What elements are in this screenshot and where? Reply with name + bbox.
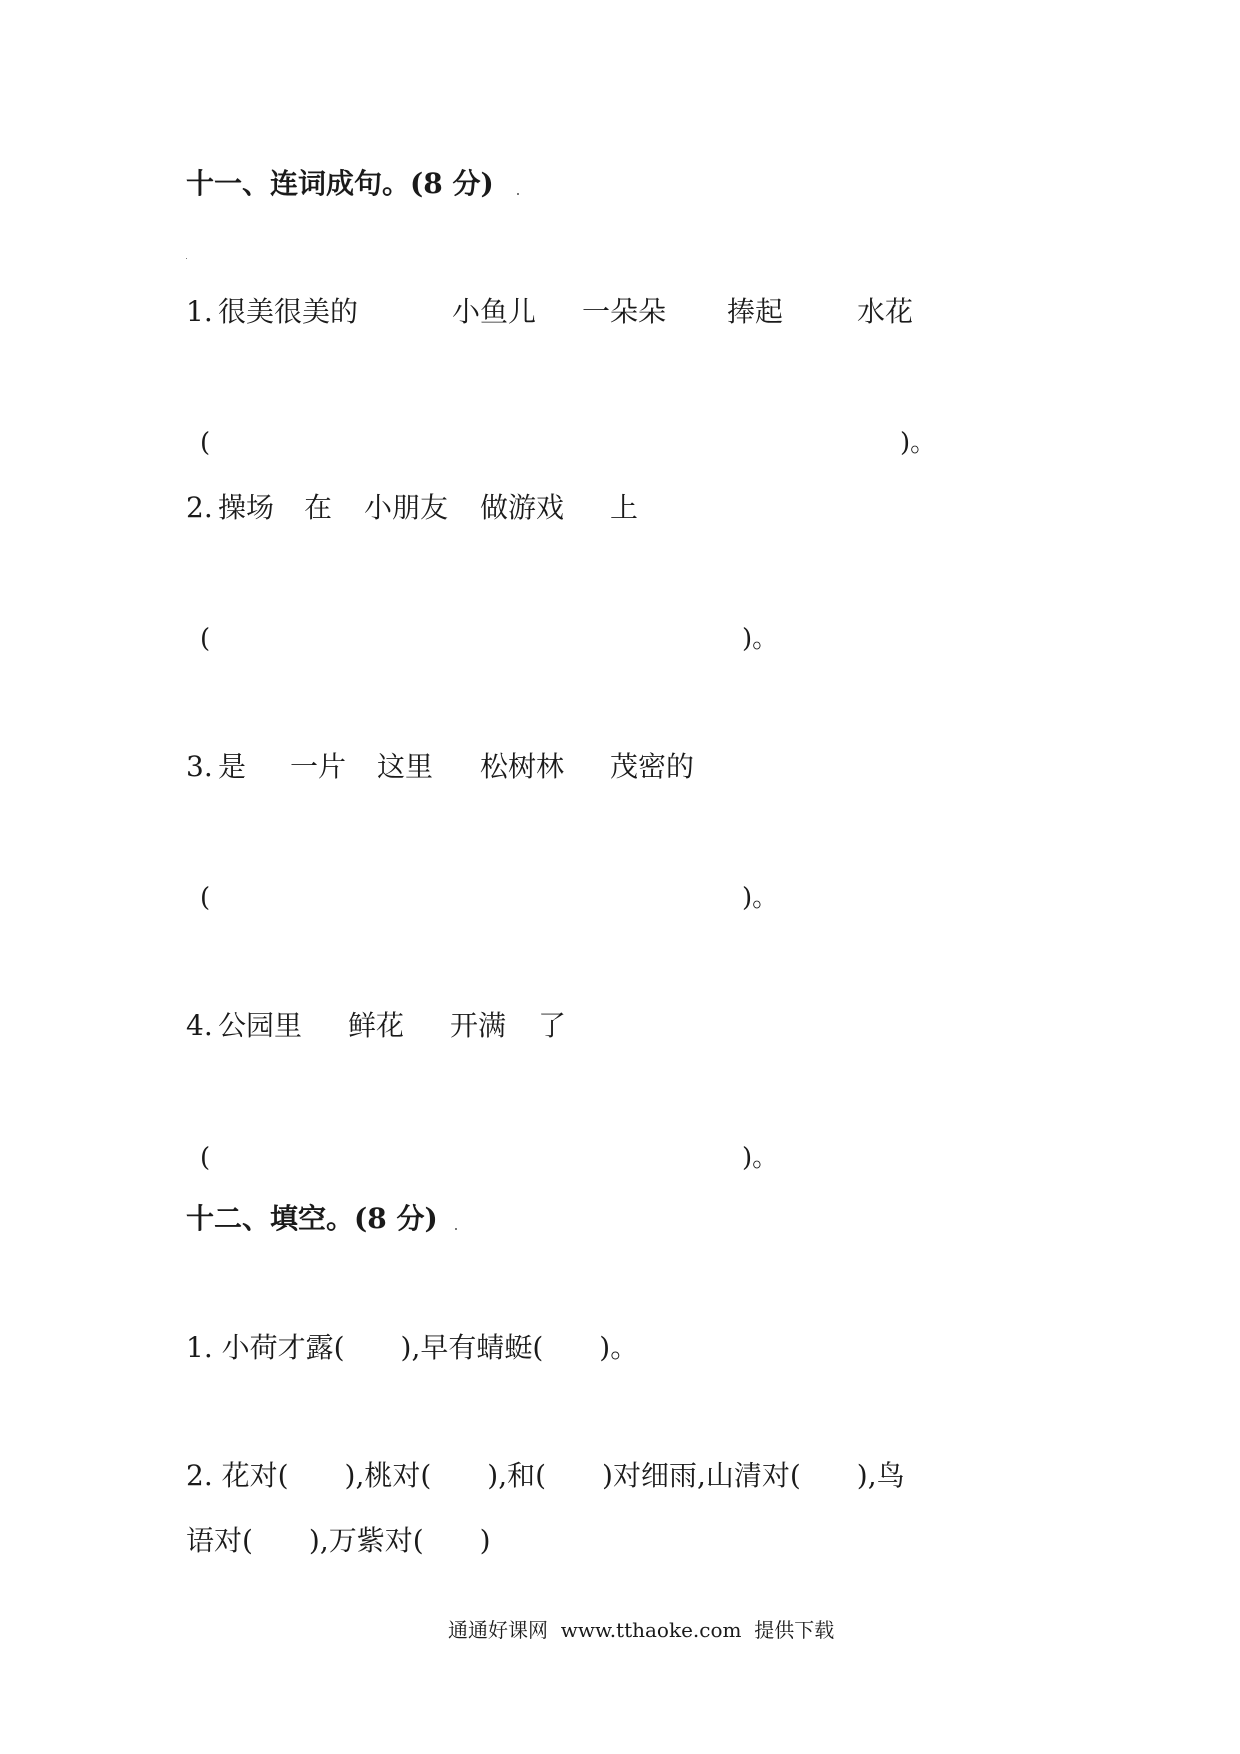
- fill-blank-question-2-line-2: 语对( ),万紫对( ): [186, 1524, 491, 1557]
- answer-close-paren: )。: [742, 883, 779, 913]
- item-number: 2.: [186, 491, 213, 524]
- word-chip: 操场: [218, 491, 275, 524]
- answer-open-paren: (: [200, 883, 211, 913]
- answer-close-paren: )。: [900, 428, 937, 458]
- answer-open-paren: (: [200, 1143, 211, 1173]
- word-chip: 在: [304, 491, 333, 524]
- scan-speck: [455, 1228, 457, 1230]
- word-chip: 开满: [450, 1009, 507, 1042]
- word-chip: 是: [218, 750, 247, 783]
- word-chip: 捧起: [727, 295, 784, 328]
- word-chip: 很美很美的: [218, 295, 359, 328]
- item-number: 1.: [186, 295, 213, 328]
- answer-open-paren: (: [200, 428, 211, 458]
- item-number: 3.: [186, 750, 213, 783]
- word-chip: 了: [538, 1009, 567, 1042]
- word-chip: 小鱼儿: [452, 295, 537, 328]
- fill-blank-question-2-line-1: 2. 花对( ),桃对( ),和( )对细雨,山清对( ),鸟: [186, 1459, 905, 1492]
- word-chip: 鲜花: [348, 1009, 405, 1042]
- word-chip: 做游戏: [480, 491, 565, 524]
- scan-speck: [517, 193, 519, 195]
- word-chip: 一片: [290, 750, 347, 783]
- word-chip: 这里: [377, 750, 434, 783]
- word-chip: 一朵朵: [582, 295, 667, 328]
- section-11-title: 十一、连词成句。(8 分): [186, 167, 494, 200]
- answer-open-paren: (: [200, 624, 211, 654]
- word-chip: 茂密的: [610, 750, 695, 783]
- word-chip: 水花: [857, 295, 914, 328]
- item-number: 4.: [186, 1009, 213, 1042]
- footer-source: 通通好课网 www.tthaoke.com 提供下载: [448, 1618, 835, 1642]
- scan-speck: [186, 258, 187, 259]
- fill-blank-question-1: 1. 小荷才露( ),早有蜻蜓( )。: [186, 1331, 639, 1364]
- answer-close-paren: )。: [742, 624, 779, 654]
- section-12-title: 十二、填空。(8 分): [186, 1202, 438, 1235]
- word-chip: 公园里: [218, 1009, 303, 1042]
- word-chip: 上: [610, 491, 639, 524]
- word-chip: 小朋友: [364, 491, 449, 524]
- answer-close-paren: )。: [742, 1143, 779, 1173]
- word-chip: 松树林: [480, 750, 565, 783]
